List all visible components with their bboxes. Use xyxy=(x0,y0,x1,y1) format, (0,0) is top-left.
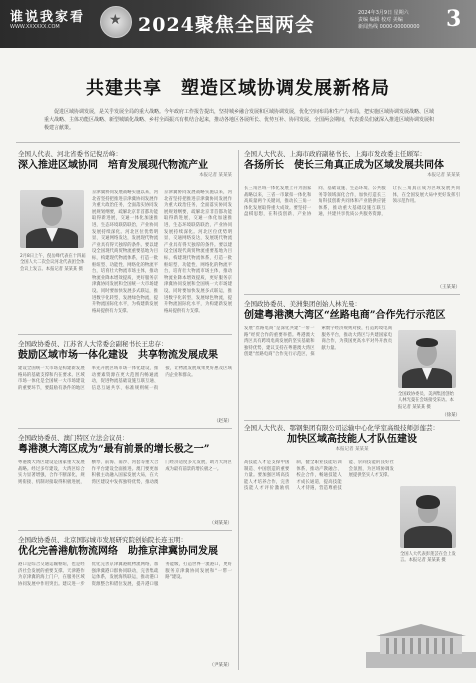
photo-caption: 2月8日上午，倪岳峰代表在十四届全国人大二次会议河北代表团全体会议上发言。本报记者 某某某 摄 xyxy=(20,254,86,272)
divider xyxy=(18,530,232,531)
masthead-logo: 谁说我家看 xyxy=(10,10,86,25)
article-kicker: 全国人代表、河北省委书记倪岳峰： xyxy=(18,150,122,158)
emblem-icon xyxy=(100,6,132,38)
article-kicker: 全国政协委员、美洲集团创始人林光曼： xyxy=(244,300,361,308)
article-body: 长三角区域一体化发展上升为国家战略以来，三省一市紧扣一体化和高质量两个关键词，推动长三角一体化发展取得重大成效。要坚持一盘棋思想，在科技创新、产业协同、基础设施、生态环境、公共服务等领域深化合作，加快打造长三角科技创新共同体和产业链供应链体系，推动重大基础设施互联互通，共建共享优质公共服务资源，让长三角真正成为区域发展共同体，在全国发展大局中更好发挥引领示范作用。 xyxy=(244,186,460,218)
article-body: 高技能人才是支撑中国制造、中国创造的重要力量。要加强区域高技能人才培养合作，完善技能人才评价激励机制，健全职业技能培训体系，推动产教融合、校企合作，畅通技能人才成长通道，提高技能人才待遇，营造尊重技能、崇尚技能的良好社会氛围，为区域协调发展提供坚实人才支撑。 xyxy=(244,460,394,492)
article-body: 发展“丝路电商”是深化共建“一带一路”经贸合作的重要举措。粤港澳大湾区具有跨境电商发展的坚实基础和独特优势，建议支持在粤港澳大湾区创建“丝路电商”合作先行示范区，探索数字经济规则对接，打造跨境电商服务平台，推动大湾区与共建国家电商合作，为我国更高水平对外开放贡献力量。 xyxy=(244,326,392,358)
photo-caption: 全国政协委员、美洲集团创始人林光曼在会场接受采访。本报记者 某某某 摄 xyxy=(398,392,454,410)
article-reporter: （王某某） xyxy=(437,285,460,290)
article-headline: 创建粤港澳大湾区“丝路电商”合作先行示范区 xyxy=(244,310,446,321)
article-reporter: （刘某某） xyxy=(209,521,232,526)
article-headline: 优化完善港航物流网络 助推京津冀协同发展 xyxy=(18,546,218,557)
article-kicker: 全国政协委员、江苏省人大常委会副秘书长王忠存： xyxy=(18,340,168,348)
article-reporter: （尹某某） xyxy=(209,663,232,668)
article-2 xyxy=(244,150,460,179)
article-4 xyxy=(18,434,232,456)
article-3 xyxy=(18,340,232,362)
article-headline: 鼓励区域市场一体化建设 共享物流发展成果 xyxy=(18,350,218,361)
column-divider xyxy=(238,150,239,670)
article-reporter: （赵某） xyxy=(214,419,232,424)
portrait-photo xyxy=(400,486,456,548)
article-headline: 各扬所长 使长三角真正成为区域发展共同体 xyxy=(244,160,444,171)
portrait-photo xyxy=(20,190,84,248)
article-body: 京津冀协同发展战略实施以来，河北省坚持把推进京津冀协同发展作为重大政治任务，全面落实协同发展规划纲要，疏解北京非首都功能取得新进展，交通一体化加速推进，生态环境联防联治，产业协同发展持续深化。河北区位优势明显、交通网络发达，发展现代物流产业具有得天独厚的条件。要以建设全国现代商贸物流重要基地为目标，构建现代物流体系，打造一批枢纽型、功能性、网络化的物流平台，培育壮大物流市场主体，推动物流业降本增效提质，更好服务京津冀协同发展和全国统一大市场建设。同时要加快发展多式联运，推进数字化转型，发展绿色物流，提升物流国际化水平，为构建新发展格局提供有力支撑。 xyxy=(92,190,158,314)
article-body: 粤港澳大湾区建设是国家重大发展战略。经过多年建设，大湾区综合实力显著增强，合作不断深化，规则衔接、机制对接取得积极进展，横琴、前海、南沙、河套等重大合作平台建设全面推进。澳门要更加积极主动融入国家发展大局，在大湾区建设中发挥独特优势，推动澳门经济适度多元发展，助力大湾区成为最有前景的增长极之一。 xyxy=(18,460,232,485)
portrait-photo xyxy=(398,330,456,388)
divider xyxy=(244,420,460,421)
article-reporter: （徐某） xyxy=(442,413,460,418)
lead-paragraph: 促进区域协调发展，是关乎发展全局的重大战略。今年政府工作报告提出，坚持城乡融合发展和区域协调发展，优化空间布局和生产力布局，把实施区域协调发展战略、区域重大战略、主体功能区战略、新型城镇化战略、乡村全面振兴有机结合起来，推动各地区各展所长、优势互补、协同发展。全国两会期间，代表委员们就深入推进区域协调发展积极建言献策。 xyxy=(44,109,435,131)
article-headline: 深入推进区域协同 培育发展现代物流产业 xyxy=(18,160,208,171)
article-1 xyxy=(18,150,232,179)
article-7 xyxy=(244,424,460,453)
issue-date: 2024年3月9日 星期六 xyxy=(358,10,409,16)
article-headline: 加快区域高技能人才队伍建设 xyxy=(287,434,417,445)
issue-hotline: 新闻热线 0000-00000000 xyxy=(358,24,420,30)
article-byline: 本报记者 某某某 xyxy=(427,173,460,178)
article-6 xyxy=(244,300,460,322)
article-byline: 本报记者 某某某 xyxy=(335,447,369,452)
divider xyxy=(244,294,460,295)
issue-editors: 责编 编辑 校对 美编 xyxy=(358,17,403,23)
section-title: 2024聚焦全国两会 xyxy=(138,14,315,36)
article-kicker: 全国政协委员、北京国际城市发展研究院创始院长连玉明： xyxy=(18,536,187,544)
page-title: 共建共享 塑造区域协调发展新格局 xyxy=(86,78,390,99)
article-kicker: 全国人大代表、上海市政府副秘书长、上海市发改委主任顾军： xyxy=(244,150,426,158)
masthead-url: WWW.XXXXXX.COM xyxy=(10,24,60,30)
article-body: 建设全国统一大市场是构建新发展格局的基础支撑和内在要求。区域市场一体化是全国统一大市场建设的重要环节，要鼓励有条件的地区率先开展区域市场一体化建设，推动要素资源在更大范围内畅通流动，促进物流基础设施互联互通、信息互通共享、标准规则统一衔接，让物流发展成果更好惠及区域内企业和群众。 xyxy=(18,366,232,391)
great-hall-illustration xyxy=(366,608,476,668)
article-body-continued: 京津冀协同发展战略实施以来，河北省坚持把推进京津冀协同发展作为重大政治任务，全面落实协同发展规划纲要，疏解北京非首都功能取得新进展，交通一体化加速推进，生态环境联防联治，产业协同发展持续深化。河北区位优势明显、交通网络发达，发展现代物流产业具有得天独厚的条件。要以建设全国现代商贸物流重要基地为目标，构建现代物流体系，打造一批枢纽型、功能性、网络化的物流平台，培育壮大物流市场主体，推动物流业降本增效提质，更好服务京津冀协同发展和全国统一大市场建设。同时要加快发展多式联运，推进数字化转型，发展绿色物流，提升物流国际化水平，为构建新发展格局提供有力支撑。 xyxy=(164,190,232,314)
divider xyxy=(18,334,232,335)
article-kicker: 全国政协委员、澳门特区立法会议员： xyxy=(18,434,129,442)
article-5 xyxy=(18,536,232,558)
page-number: 3 xyxy=(446,6,462,32)
divider xyxy=(18,428,232,429)
article-body: 港口是综合交通运输枢纽，也是经济社会发展的重要支撑。天津港作为京津冀的海上门户，在服务区域协同发展中作用突出。建议进一步优化完善京津冀港航物流网络，加强津冀港口群协同联动，完善集疏运体系，发展海铁联运，推动港口资源整合和错位发展，提升港口服务能级，打造世界一流港口，更好服务京津冀协同发展和“一带一路”建设。 xyxy=(18,562,232,587)
photo-caption: 全国人大代表彭莲芸在会上发言。本报记者 某某某 摄 xyxy=(400,552,456,564)
article-headline: 粤港澳大湾区成为“最有前景的增长极之一” xyxy=(18,444,210,455)
issue-meta xyxy=(358,10,438,31)
article-kicker: 全国人大代表、鄂钢集团有限公司运输中心化学室高级技师彭莲芸： xyxy=(244,424,439,432)
divider xyxy=(16,142,460,143)
page-header xyxy=(0,0,476,48)
article-byline: 本报记者 某某某 xyxy=(199,173,232,178)
